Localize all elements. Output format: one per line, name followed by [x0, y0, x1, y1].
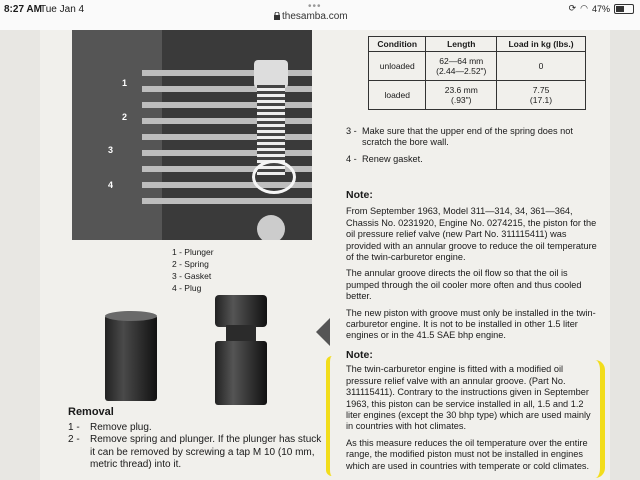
- removal-heading: Removal: [68, 406, 114, 418]
- note-paragraph: The twin-carburetor engine is fitted with a modified oil pressure relief valve with an annular groove. (Part No. 311115411). Contrary to the instructions given in September 1963, this piston can be service installed in all, 1.5 and 1.2 liter engines (except the 30 bhp type) which are used mainly in countries with hot climates.: [346, 364, 591, 432]
- note-section-1: [346, 190, 598, 347]
- wifi-icon: ◠: [580, 3, 588, 13]
- lock-icon: [274, 12, 280, 20]
- table-header: Length: [426, 37, 497, 52]
- page-margin-left: [0, 30, 40, 480]
- cooling-fin: [142, 118, 312, 124]
- legend-item: 2 - Spring: [172, 259, 209, 269]
- legend-item: 3 - Gasket: [172, 271, 212, 281]
- note-heading: Note:: [346, 189, 373, 201]
- battery-fill: [616, 6, 624, 12]
- callout-label: 1: [122, 78, 128, 88]
- clock: 8:27 AM: [4, 4, 42, 15]
- plug-part: [257, 215, 285, 240]
- figure-legend: [172, 246, 214, 294]
- address-bar[interactable]: thesamba.com: [282, 11, 348, 22]
- procedure-step: 4 - Renew gasket.: [346, 153, 423, 164]
- battery-percent: 47%: [591, 3, 610, 14]
- callout-label: 4: [108, 180, 114, 190]
- document-page[interactable]: [0, 30, 640, 480]
- removal-section: [68, 406, 324, 472]
- table-row: unloaded 62—64 mm (2.44—2.52") 0: [369, 52, 586, 81]
- note-heading: Note:: [346, 349, 373, 361]
- cooling-fin: [142, 150, 312, 156]
- note-paragraph: As this measure reduces the oil temperature over the entire range, the modified piston must not be installed in engines which are used in countries with temperate or cold climates.: [346, 437, 590, 471]
- callout-label: 2: [122, 112, 128, 122]
- status-bar: [0, 0, 640, 30]
- removal-step: 2 - Remove spring and plunger. If the plunger has stuck it can be removed by screwing a tap M 10 (10 mm, metric thread) into it.: [68, 434, 322, 470]
- note-paragraph: From September 1963, Model 311—314, 34, 361—364, Chassis No. 0231920, Engine No. 0274215, the piston for the oil pressure relief valve (new Part No. 311115411) was provided with an annular groove to reduce the oil temperature of the twin-carburetor engine.: [346, 206, 597, 263]
- spring-spec-table: [368, 36, 586, 110]
- procedure-steps: [346, 126, 598, 170]
- page-margin-right: [610, 30, 640, 480]
- note-section-2: [346, 350, 598, 477]
- cooling-fin: [142, 134, 312, 140]
- plunger-part: [254, 60, 288, 88]
- status-indicators: [569, 3, 634, 14]
- note-paragraph: The new piston with groove must only be installed in the twin-carburetor engine. It is not to be installed in other 1.5 liter engines or in the 41.5 SAE bhp engine.: [346, 307, 596, 341]
- grooved-piston-photo: [215, 295, 267, 405]
- multitask-dots-icon[interactable]: •••: [308, 1, 322, 12]
- engine-illustration: [72, 30, 312, 240]
- cooling-fin: [142, 102, 312, 108]
- note-paragraph: The annular groove directs the oil flow so that the oil is pumped through the oil cooler more often and thus cooled better.: [346, 268, 582, 302]
- procedure-step: 3 - Make sure that the upper end of the spring does not scratch the bore wall.: [346, 126, 573, 148]
- highlight-bracket-right: [586, 360, 605, 478]
- table-row: loaded 23.6 mm (.93") 7.75 (17.1): [369, 81, 586, 110]
- orientation-lock-icon: ⟳: [568, 3, 577, 13]
- legend-item: 4 - Plug: [172, 283, 202, 293]
- legend-item: 1 - Plunger: [172, 247, 214, 257]
- table-header: Condition: [369, 37, 426, 52]
- highlight-bracket-left: [326, 356, 340, 476]
- removal-step: 1 - Remove plug.: [68, 421, 152, 433]
- page-turn-arrow-icon[interactable]: [316, 318, 330, 346]
- cooling-fin: [142, 198, 312, 204]
- date: Tue Jan 4: [40, 4, 85, 15]
- gasket-part: [252, 160, 296, 194]
- table-header: Load in kg (lbs.): [497, 37, 586, 52]
- plunger-top: [105, 311, 157, 321]
- plunger-photo: [105, 315, 157, 401]
- callout-label: 3: [108, 145, 114, 155]
- battery-icon: [614, 4, 634, 14]
